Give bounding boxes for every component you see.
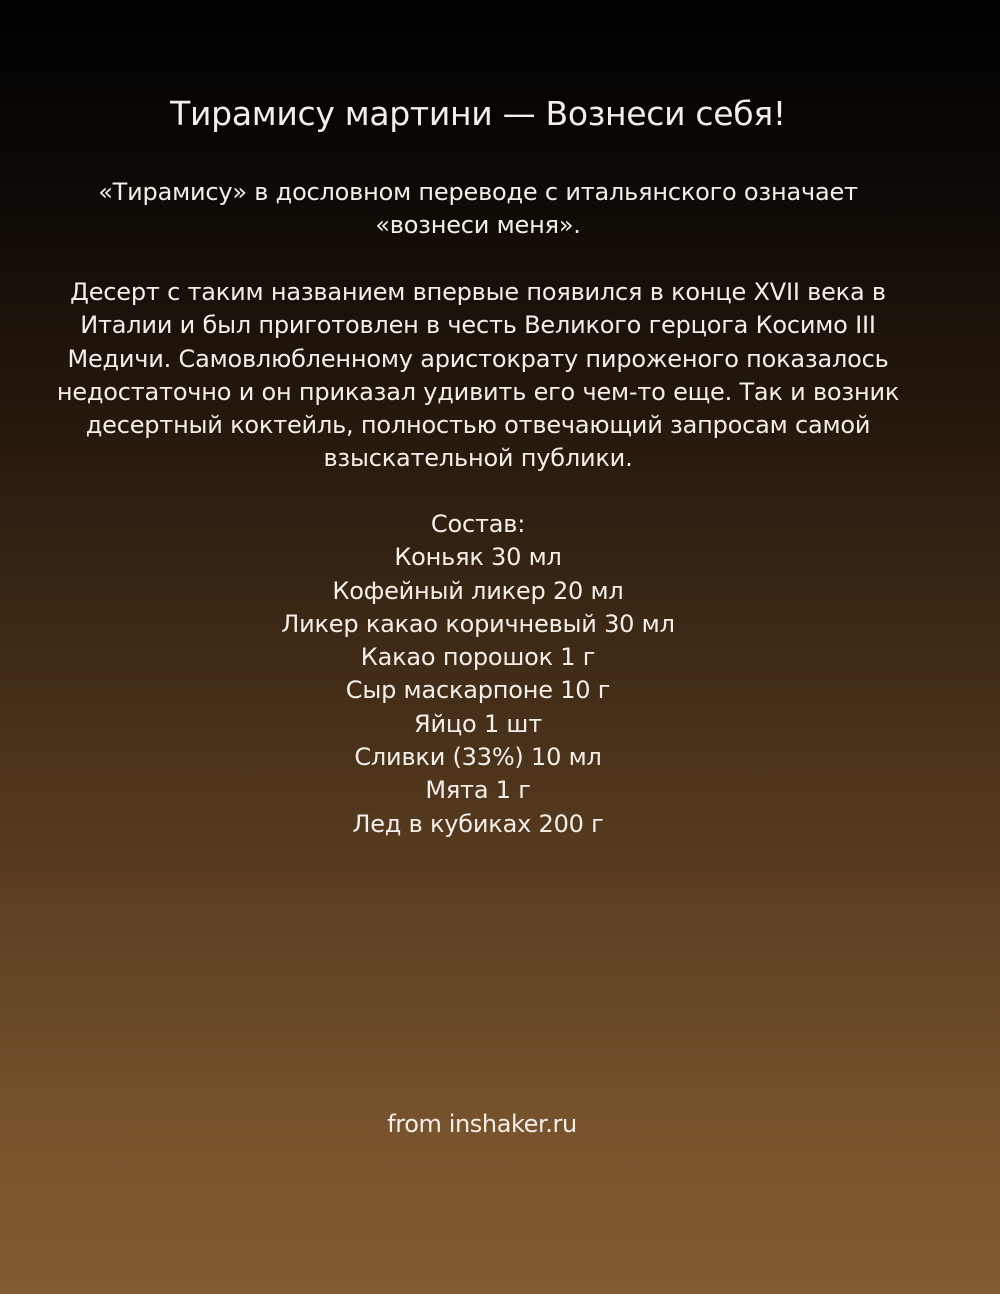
ingredients-heading: Состав: — [430, 510, 526, 538]
source-credit: from inshaker.ru — [387, 1110, 577, 1138]
page-title: Тирамису мартини — Вознеси себя! — [170, 94, 786, 133]
intro-line: «вознеси меня». — [375, 211, 581, 239]
ingredient-item: Лед в кубиках 200 г — [352, 809, 604, 838]
history-line: взыскательной публики. — [323, 444, 633, 473]
ingredient-item: Ликер какао коричневый 30 мл — [281, 609, 675, 638]
history-line: Италии и был приготовлен в честь Великого герцога Косимо III — [80, 311, 876, 340]
history-paragraph — [50, 276, 906, 476]
ingredient-item: Коньяк 30 мл — [394, 543, 562, 572]
history-line: недостаточно и он приказал удивить его чем-то еще. Так и возник — [56, 377, 900, 406]
ingredient-item: Какао порошок 1 г — [360, 643, 596, 672]
ingredient-item: Яйцо 1 шт — [414, 709, 542, 738]
ingredient-item: Кофейный ликер 20 мл — [332, 576, 624, 605]
ingredients-list — [0, 508, 956, 841]
intro-paragraph — [60, 176, 896, 242]
history-line: Десерт с таким названием впервые появился в конце XVII века в — [70, 278, 886, 306]
history-line: Медичи. Самовлюбленному аристократу пироженого показалось — [67, 344, 889, 373]
ingredient-item: Сливки (33%) 10 мл — [354, 743, 602, 772]
history-line: десертный коктейль, полностью отвечающий запросам самой — [85, 411, 871, 440]
ingredient-item: Сыр маскарпоне 10 г — [345, 676, 611, 705]
intro-line: «Тирамису» в дословном переводе с итальянского означает — [98, 178, 858, 206]
ingredient-item: Мята 1 г — [425, 776, 531, 805]
